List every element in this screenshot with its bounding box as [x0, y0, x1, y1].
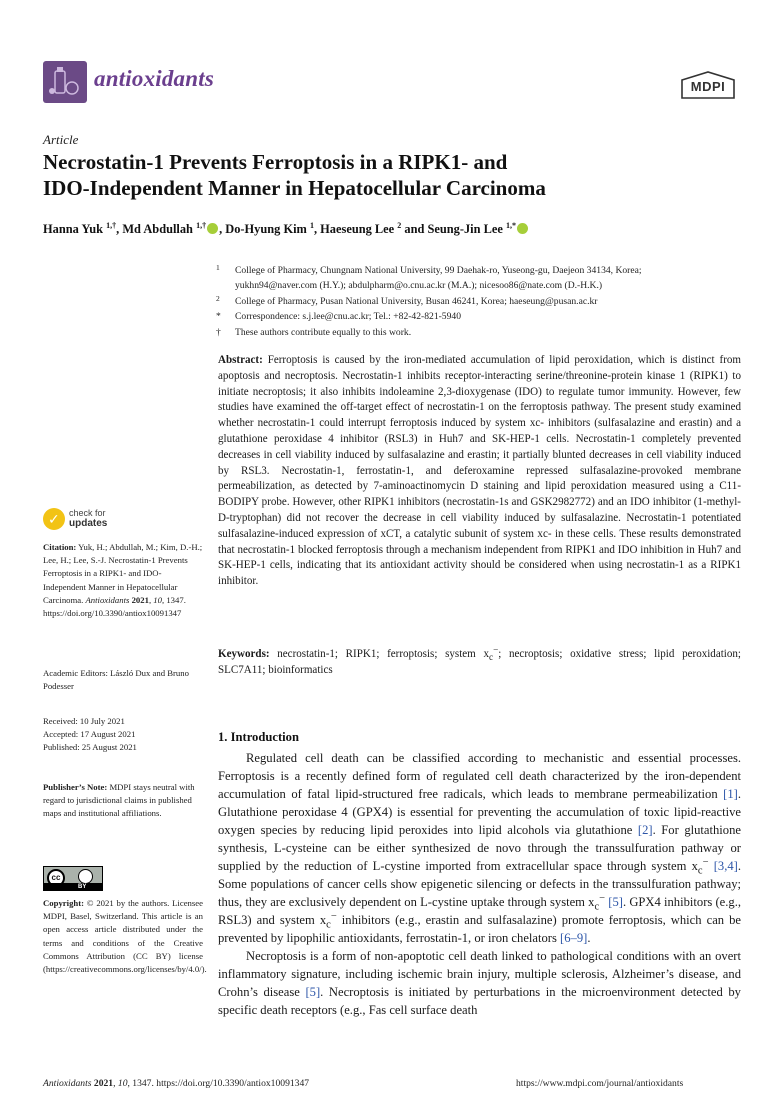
superscript: − — [599, 892, 606, 904]
body-text: Necroptosis is a form of non-apoptotic cell death linked to pathological conditions with an overt inflammatory signature, including ischemic brain injury, multiple sclerosis, Alzheimer’s disease, and Crohn’s disease — [218, 949, 741, 999]
citation-link[interactable]: [2] — [637, 823, 653, 837]
author-sep: , — [116, 222, 123, 236]
affiliation-row — [216, 294, 746, 309]
article-title — [43, 149, 723, 201]
copyright-text: © 2021 by the authors. Licensee MDPI, Basel, Switzerland. This article is an open access article distributed under the terms and conditions of the Creative Commons Attribution (CC BY) license (https://creativecommons.org/licenses/by/4.0/). — [43, 898, 207, 975]
journal-logo — [43, 61, 87, 103]
subscript: c — [697, 865, 703, 877]
author-sep: , — [219, 222, 226, 236]
author-sup: 1 — [309, 220, 314, 230]
author-sup: 1,† — [196, 220, 207, 230]
introduction-body — [218, 749, 741, 1019]
abstract-label: Abstract: — [218, 354, 263, 366]
cc-by-license-badge[interactable] — [43, 866, 103, 891]
citation-text: Yuk, H.; Abdullah, M.; Kim, D.-H.; Lee, H.; Lee, S.-J. Necrostatin-1 Prevents Ferroptosis in a RIPK1- and IDO-Independent Manner in Hepatocellular Carcinoma. — [43, 542, 203, 605]
body-text: . Glutathione peroxidase 4 (GPX4) is essential for preventing the accumulation of toxic lipid-reactive oxygen species by reducing lipid peroxides into lipid alcohols via glutathione — [218, 787, 741, 837]
affiliation-mark: † — [216, 326, 221, 338]
footer-journal-url[interactable]: https://www.mdpi.com/journal/antioxidants — [516, 1078, 684, 1089]
check-icon: ✓ — [43, 508, 65, 530]
published-date: Published: 25 August 2021 — [43, 742, 137, 753]
superscript: − — [330, 910, 337, 922]
footer-journal: Antioxidants — [43, 1078, 92, 1089]
body-text: . — [587, 931, 591, 945]
journal-name[interactable]: antioxidants — [94, 66, 214, 91]
body-text: . Some populations of cancer cells show epigenetic silencing or defects in the transsulfuration pathway; thus, they are exclusively dependent on L-cystine uptake through system x — [218, 859, 741, 909]
citation-journal: Antioxidants — [85, 594, 130, 605]
affiliation-row — [216, 278, 746, 293]
affiliation-mark: 2 — [216, 293, 220, 303]
body-text: Regulated cell death can be classified according to mechanistic and essential processes. Ferroptosis is a recently defined form of regulated cell death characterized by the iron-dependent accumulation of fatal lipid-structured free radicals, which leads to membrane permeabilization — [218, 751, 741, 801]
publisher-note-label: Publisher’s Note: — [43, 782, 108, 792]
person-icon — [78, 869, 93, 884]
cc-icon: cc — [47, 869, 65, 887]
correspondence-text[interactable]: Correspondence: s.j.lee@cnu.ac.kr; Tel.: +82-42-821-5940 — [235, 311, 461, 323]
affiliation-text: These authors contribute equally to this work. — [235, 326, 412, 338]
mdpi-logo[interactable]: MDPI — [678, 70, 738, 102]
keywords-text: necrostatin-1; RIPK1; ferroptosis; system x — [277, 648, 489, 660]
paragraph — [218, 947, 741, 1019]
affiliation-mark: 1 — [216, 263, 220, 272]
body-text: inhibitors (e.g., erastin and sulfasalazine) promote ferroptosis, which can be prevented by lipophilic antioxidants, ferrostatin-1, or iron chelators — [218, 913, 741, 945]
citation-link[interactable]: [5] — [608, 895, 623, 909]
citation-link[interactable]: [6–9] — [560, 931, 588, 945]
orcid-icon[interactable] — [517, 223, 528, 234]
citation-label: Citation: — [43, 542, 77, 552]
author-sup: 2 — [397, 220, 402, 230]
publisher-note — [43, 781, 203, 821]
subscript: c — [326, 919, 331, 931]
keywords-sub: c — [488, 652, 494, 663]
article-type: Article — [43, 132, 79, 147]
academic-editors: Academic Editors: László Dux and Bruno Podesser — [43, 668, 189, 692]
body-text: . GPX4 inhibitors (e.g., RSL3) and system x — [218, 895, 742, 927]
badge-strip — [44, 883, 102, 890]
section-heading: 1. Introduction — [218, 730, 299, 744]
affiliation-text: College of Pharmacy, Chungnam National University, 99 Daehak-ro, Yuseong-gu, Daejeon 34134, Korea; — [235, 265, 642, 276]
author-name[interactable]: Do-Hyung Kim — [225, 222, 307, 236]
keywords-sup: − — [493, 644, 499, 655]
author-name[interactable]: Md Abdullah — [122, 222, 193, 236]
abstract-text: Ferroptosis is caused by the iron-mediated accumulation of lipid peroxidation, which is distinct from apoptosis and necroptosis. Necrostatin-1 inhibits receptor-interacting serine/threonine-protein kinase 1 (RIPK1) to initiate necroptosis; it also inhibits indoleamine 2,3-dioxygenase (IDO) to regulate tumor immunity. However, few studies have examined the off-target effect of necrostatin-1 on the ferroptosis pathway. The present study examined whether necrostatin-1 could interrupt ferroptosis induced by system xc- inhibitors (sulfasalazine and erastin) and a glutathione peroxidase 4 inhibitor (RSL3) in Huh7 and SK-HEP-1 cells. Necrostatin-1 completely prevented decreases in cell viability induced by sulfasalazine and erastin; it partially blunted decreases in cell viability induced by RSL3. Necrostatin-1, ferrostatin-1, and deferoxamine repressed sulfasalazine-provoked membrane permeabilization, as detected by 7-aminoactinomycin D staining and lipid peroxidation measured using a C11-BODIPY probe. However, other RIPK1 inhibitors (necrostatin-1s and GSK2982772) and an IDO inhibitor (1-methyl-D-tryptophan) did not recover the decrease in cell viability induced by sulfasalazine. Necrostatin-1 potentiated sulfasalazine-induced expression of xCT, a catalytic subunit of system xc- in these cells. These results demonstrated that necrostatin-1 blocked ferroptosis through a mechanism independent from RIPK1 and IDO inhibition in Huh7 and SK-HEP-1 cells, indicating that its antioxidant activity should be considered when using necrostatin-1 as a RIPK1 inhibitor. — [218, 354, 741, 588]
footer-volume: 10 — [117, 1078, 128, 1089]
orcid-icon[interactable] — [207, 223, 218, 234]
keywords-text: ; necroptosis; oxidative stress; lipid peroxidation; SLC7A11; bioinformatics — [218, 648, 741, 676]
author-name[interactable]: Haeseung Lee — [320, 222, 395, 236]
license-label: BY — [78, 884, 87, 890]
superscript: − — [702, 856, 709, 868]
title-line: Necrostatin-1 Prevents Ferroptosis in a RIPK1- and — [43, 150, 508, 174]
paragraph — [218, 749, 741, 947]
body-text: . For glutathione synthesis, L-cysteine can be either synthesized de novo through the transsulfuration pathway or supplied by the reduction of L-cystine imported from extracellular space through system x — [218, 823, 741, 873]
received-date: Received: 10 July 2021 — [43, 716, 125, 726]
citation-volume: 10 — [153, 594, 162, 605]
citation-link[interactable]: [1] — [723, 787, 738, 801]
keywords — [218, 644, 741, 679]
title-line: IDO-Independent Manner in Hepatocellular Carcinoma — [43, 176, 546, 200]
affiliation-row — [216, 325, 746, 340]
citation: Citation: Yuk, H.; Abdullah, M.; Kim, D.-H.; Lee, H.; Lee, S.-J. Necrostatin-1 Prevents Ferroptosis in a RIPK1- and IDO-Independent Manner in Hepatocellular Carcinoma. Antioxidants 2021, 10, 1347. https://doi.org/10.3390/antiox10091347 — [43, 542, 203, 619]
citation-link[interactable]: [5] — [305, 985, 321, 999]
author-sup: 1,* — [505, 220, 516, 230]
copyright — [43, 897, 207, 976]
author-list — [43, 222, 743, 237]
citation-link[interactable]: [3,4] — [713, 859, 738, 873]
footer-citation: Antioxidants 2021, 10, 1347. https://doi.org/10.3390/antiox10091347 — [43, 1078, 310, 1089]
accepted-date: Accepted: 17 August 2021 — [43, 729, 136, 740]
affiliation-text[interactable]: yukhn94@naver.com (H.Y.); abdulpharm@o.cnu.ac.kr (M.A.); nicesoo86@nate.com (D.-H.K.) — [235, 280, 603, 292]
publisher-note-text: MDPI stays neutral with regard to jurisdictional claims in published maps and institutional affiliations. — [43, 782, 195, 819]
affiliations — [216, 263, 746, 340]
author-sep: , — [313, 222, 321, 236]
check-label: updates — [69, 518, 108, 529]
affiliation-text: College of Pharmacy, Pusan National University, Busan 46241, Korea; haeseung@pusan.ac.kr — [235, 295, 598, 307]
affiliation-row — [216, 309, 746, 324]
dates — [43, 715, 203, 755]
copyright-label: Copyright: — [43, 898, 85, 908]
abstract — [218, 353, 741, 590]
citation-doi[interactable]: , 1347. https://doi.org/10.3390/antiox10091347 — [43, 594, 186, 619]
author-sup: 1,† — [106, 220, 117, 230]
check-for-updates-button[interactable] — [43, 506, 153, 536]
body-text: . Necroptosis is initiated by perturbations in the microenvironment detected by specific death receptors (e.g., Fas cell surface death — [218, 985, 741, 1017]
citation-year: 2021 — [131, 594, 149, 605]
keywords-label: Keywords: — [218, 648, 270, 660]
subscript: c — [594, 901, 600, 913]
check-label: check for — [69, 508, 106, 518]
affiliation-mark: * — [216, 311, 221, 323]
footer-doi[interactable]: , 1347. https://doi.org/10.3390/antiox10091347 — [127, 1078, 310, 1089]
affiliation-row — [216, 263, 746, 278]
author-name[interactable]: Hanna Yuk — [43, 222, 104, 236]
footer-year: 2021 — [93, 1078, 114, 1089]
author-name[interactable]: Seung-Jin Lee — [427, 222, 503, 236]
author-sep: and — [401, 222, 428, 236]
